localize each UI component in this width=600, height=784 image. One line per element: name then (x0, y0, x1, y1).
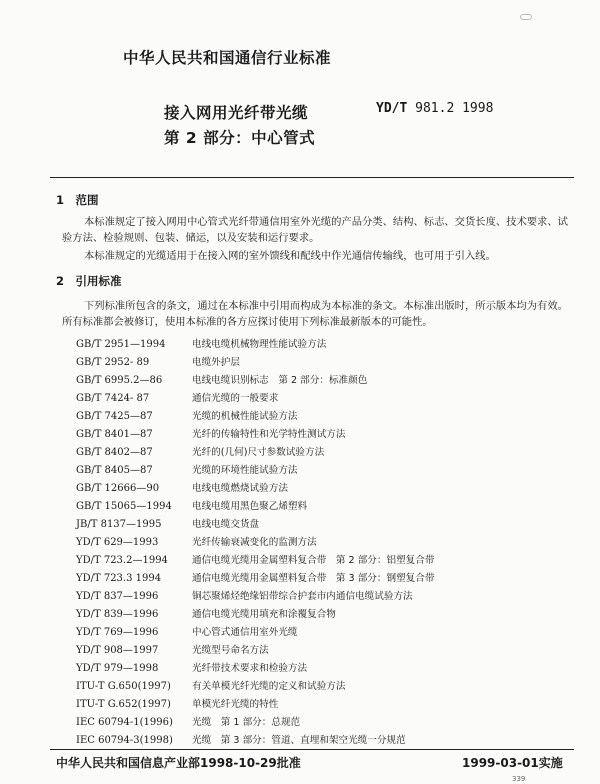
section-1-title: 范围 (75, 193, 99, 207)
section-1-paragraph-1: 本标准规定了接入网用中心管式光纤带通信用室外光缆的产品分类、结构、标志、交货长度、技术要求、试验方法、检验规则、包装、储运，以及安装和运行要求。 (62, 216, 568, 244)
reference-code: JB/T 8137—1995 (76, 519, 162, 530)
reference-title: 电线电缆识别标志 第 2 部分：标准颜色 (192, 375, 368, 386)
reference-title: 有关单模光纤光缆的定义和试验方法 (192, 681, 346, 692)
reference-code: YD/T 769—1996 (76, 627, 159, 638)
approval-date: 中华人民共和国信息产业部1998-10-29批准 (56, 756, 301, 770)
reference-code: GB/T 15065—1994 (76, 501, 172, 512)
reference-code: GB/T 7425—87 (76, 411, 153, 422)
reference-code: YD/T 837—1996 (76, 591, 159, 602)
reference-title: 光纤的(几何)尺寸参数试验方法 (192, 447, 325, 458)
reference-code: YD/T 723.3 1994 (76, 573, 162, 584)
document-subtitle: 第 2 部分：中心管式 (164, 129, 316, 147)
effective-date: 1999-03-01实施 (462, 756, 563, 770)
reference-title: 电线电缆用黑色聚乙烯塑料 (192, 501, 308, 512)
reference-item (76, 624, 298, 638)
reference-item (76, 390, 278, 404)
reference-code: GB/T 8405—87 (76, 465, 153, 476)
reference-title: 电线电缆机械物理性能试验方法 (192, 339, 327, 350)
reference-title: 光纤传输衰减变化的监测方法 (192, 537, 317, 548)
reference-title: 单模光纤光缆的特性 (192, 699, 279, 710)
reference-title: 光纤的传输特性和光学特性测试方法 (192, 429, 346, 440)
reference-item (76, 516, 259, 530)
reference-item (76, 696, 278, 710)
reference-item (76, 642, 269, 656)
reference-title: 电线电缆燃烧试验方法 (192, 483, 288, 494)
section-2-number: 2 (56, 274, 65, 288)
reference-item (76, 534, 317, 548)
standard-number-value: 981.2 1998 (415, 101, 494, 116)
section-2-paragraph-1: 下列标准所包含的条文，通过在本标准中引用而构成为本标准的条文。本标准出版时，所示版本均为有效。所有标准都会被修订，使用本标准的各方应探讨使用下列标准最新版本的可能性。 (62, 300, 568, 328)
reference-code: GB/T 12666—90 (76, 483, 160, 494)
reference-title: 光缆 第 3 部分：管道、直埋和架空光缆一分规范 (192, 735, 406, 746)
reference-title: 光缆的环境性能试验方法 (192, 465, 298, 476)
document-title: 接入网用光纤带光缆 (164, 104, 309, 122)
reference-title: 电缆外护层 (192, 357, 240, 368)
reference-code: ITU-T G.652(1997) (76, 699, 171, 710)
reference-title: 光缆的机械性能试验方法 (192, 411, 298, 422)
reference-code: IEC 60794-3(1998) (76, 735, 173, 746)
reference-code: YD/T 979—1998 (76, 663, 159, 674)
reference-item (76, 462, 298, 476)
section-2-heading (56, 273, 122, 289)
reference-title: 电线电缆交货盘 (192, 519, 260, 530)
reference-code: YD/T 723.2—1994 (76, 555, 168, 566)
reference-item (76, 588, 413, 602)
reference-title: 铜芯聚烯烃绝缘铝带综合护套市内通信电缆试验方法 (192, 591, 413, 602)
reference-item (76, 480, 288, 494)
reference-item (76, 372, 367, 386)
section-2-title: 引用标准 (75, 274, 122, 288)
reference-title: 通信光缆的一般要求 (192, 393, 279, 404)
reference-code: GB/T 8402—87 (76, 447, 153, 458)
footer-rule (50, 749, 574, 750)
reference-item (76, 606, 336, 620)
section-1-heading (56, 192, 99, 208)
reference-title: 光纤带技术要求和检验方法 (192, 663, 308, 674)
reference-title: 光缆型号命名方法 (192, 645, 269, 656)
reference-title: 光缆 第 1 部分：总规范 (192, 717, 301, 728)
reference-item (76, 552, 434, 566)
reference-code: GB/T 7424- 87 (76, 393, 150, 404)
section-1-number: 1 (56, 193, 65, 207)
scan-mark (520, 14, 532, 20)
standard-number (376, 101, 493, 116)
section-1-paragraph-2: 本标准规定的光缆适用于在接入网的室外馈线和配线中作光通信传输线，也可用于引入线。 (84, 250, 496, 262)
organization-heading: 中华人民共和国通信行业标准 (123, 49, 332, 67)
reference-item (76, 714, 300, 728)
reference-code: YD/T 908—1997 (76, 645, 159, 656)
standard-code: YD/T (376, 101, 408, 116)
reference-item (76, 408, 298, 422)
reference-item (76, 678, 346, 692)
reference-item (76, 732, 406, 746)
reference-code: ITU-T G.650(1997) (76, 681, 171, 692)
reference-code: GB/T 6995.2—86 (76, 375, 163, 386)
reference-item (76, 354, 240, 368)
reference-code: GB/T 2952- 89 (76, 357, 150, 368)
page-number: 339 (512, 775, 526, 783)
reference-item (76, 336, 326, 350)
reference-item (76, 444, 324, 458)
header-rule (50, 177, 574, 178)
reference-title: 通信电缆光缆用金属塑料复合带 第 2 部分：铝塑复合带 (192, 555, 435, 566)
reference-code: YD/T 629—1993 (76, 537, 159, 548)
reference-title: 中心管式通信用室外光缆 (192, 627, 298, 638)
reference-item (76, 426, 346, 440)
reference-item (76, 498, 307, 512)
reference-code: GB/T 2951—1994 (76, 339, 166, 350)
reference-code: GB/T 8401—87 (76, 429, 153, 440)
reference-title: 通信电缆光缆用金属塑料复合带 第 3 部分：钢塑复合带 (192, 573, 435, 584)
reference-code: IEC 60794-1(1996) (76, 717, 173, 728)
reference-item (76, 570, 434, 584)
reference-item (76, 660, 307, 674)
reference-code: YD/T 839—1996 (76, 609, 159, 620)
reference-title: 通信电缆光缆用填充和涂覆复合物 (192, 609, 336, 620)
